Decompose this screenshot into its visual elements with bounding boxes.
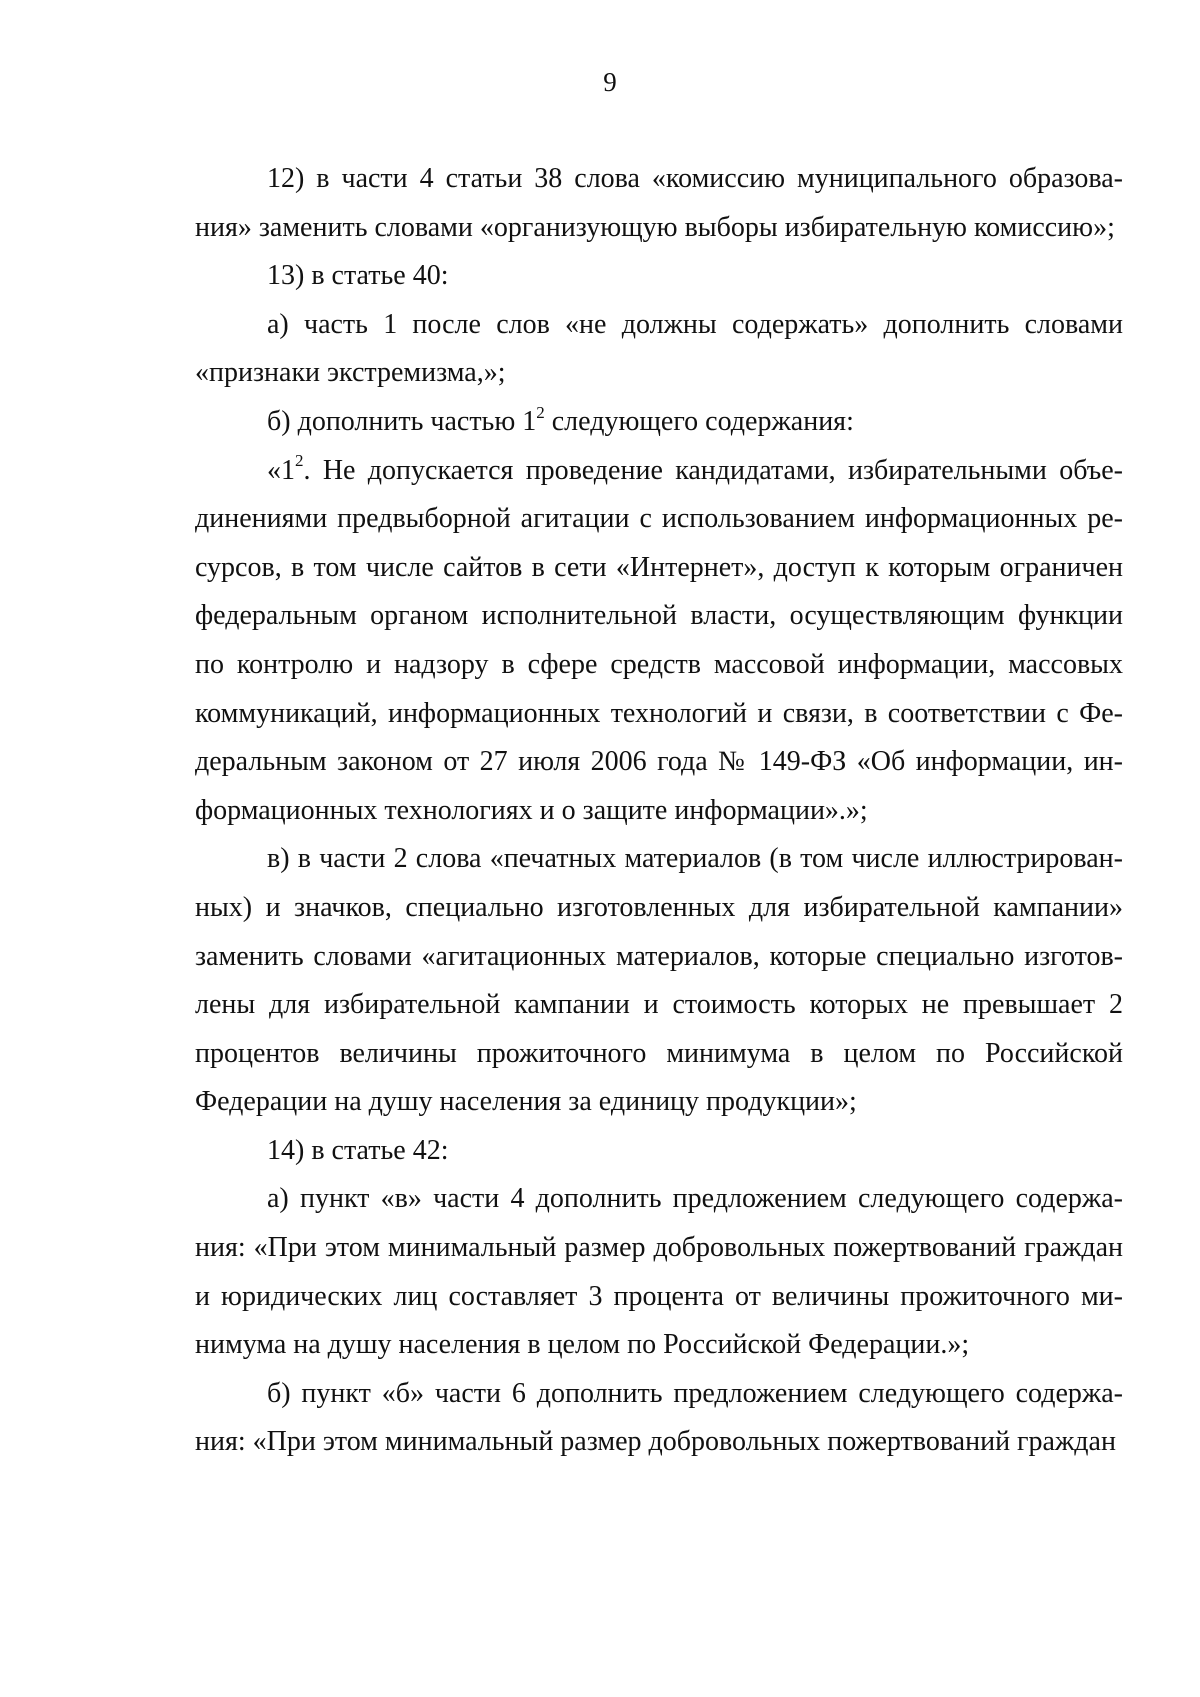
paragraph-item-13a: а) часть 1 после слов «не должны содержать» дополнить словами «признаки экстремизма,»;	[195, 308, 1123, 389]
page-number: 9	[603, 67, 617, 97]
document-body	[195, 155, 1123, 1467]
paragraph-text: б) дополнить частью 1	[267, 405, 537, 437]
paragraph-item-13: 13) в статье 40:	[267, 260, 449, 292]
paragraph-item-14b: б) пункт «б» части 6 дополнить предложением следующего содержания: «При этом минимальный размер добровольных пожертвований граждан	[195, 1377, 1123, 1458]
paragraph-item-13v: в) в части 2 слова «печатных материалов (в том числе иллюстрированных) и значков, специально изготовленных для избирательной кампании» заменить словами «агитационных материалов, которые специально изготовлены для избирательной кампании и стоимость которых не превышает 2 процентов величины прожиточного минимума в целом по Российской Федерации на душу населения за единицу продукции»;	[195, 843, 1123, 1118]
paragraph-text: следующего содержания:	[544, 405, 854, 437]
paragraph-item-12: 12) в части 4 статьи 38 слова «комиссию муниципального образования» заменить словами «организующую выборы избирательную комиссию»;	[195, 163, 1123, 243]
paragraph-item-14: 14) в статье 42:	[267, 1134, 449, 1166]
superscript: 2	[536, 402, 545, 422]
paragraph-item-14a: а) пункт «в» части 4 дополнить предложением следующего содержания: «При этом минимальный размер добровольных пожертвований граждан и юридических лиц составляет 3 процента от величины прожиточного минимума на душу населения в целом по Российской Федерации.»;	[195, 1183, 1123, 1361]
paragraph-item-13b	[195, 398, 1123, 447]
paragraph-quoted-part-1-2	[195, 447, 1123, 836]
paragraph-text: «1	[267, 454, 295, 486]
paragraph-text: . Не допускается проведение кандидатами, избирательными объединениями предвыборной агитации с использованием информационных ресурсов, в том числе сайтов в сети «Интернет», доступ к которым ограничен федеральным органом исполнительной власти, осуществляющим функции по контролю и надзору в сфере средств массовой информации, массовых коммуникаций, информационных технологий и связи, в соответствии с Федеральным законом от 27 июля 2006 года № 149-ФЗ «Об информации, информационных технологиях и о защите информации».»;	[195, 454, 1123, 826]
superscript: 2	[295, 451, 304, 471]
